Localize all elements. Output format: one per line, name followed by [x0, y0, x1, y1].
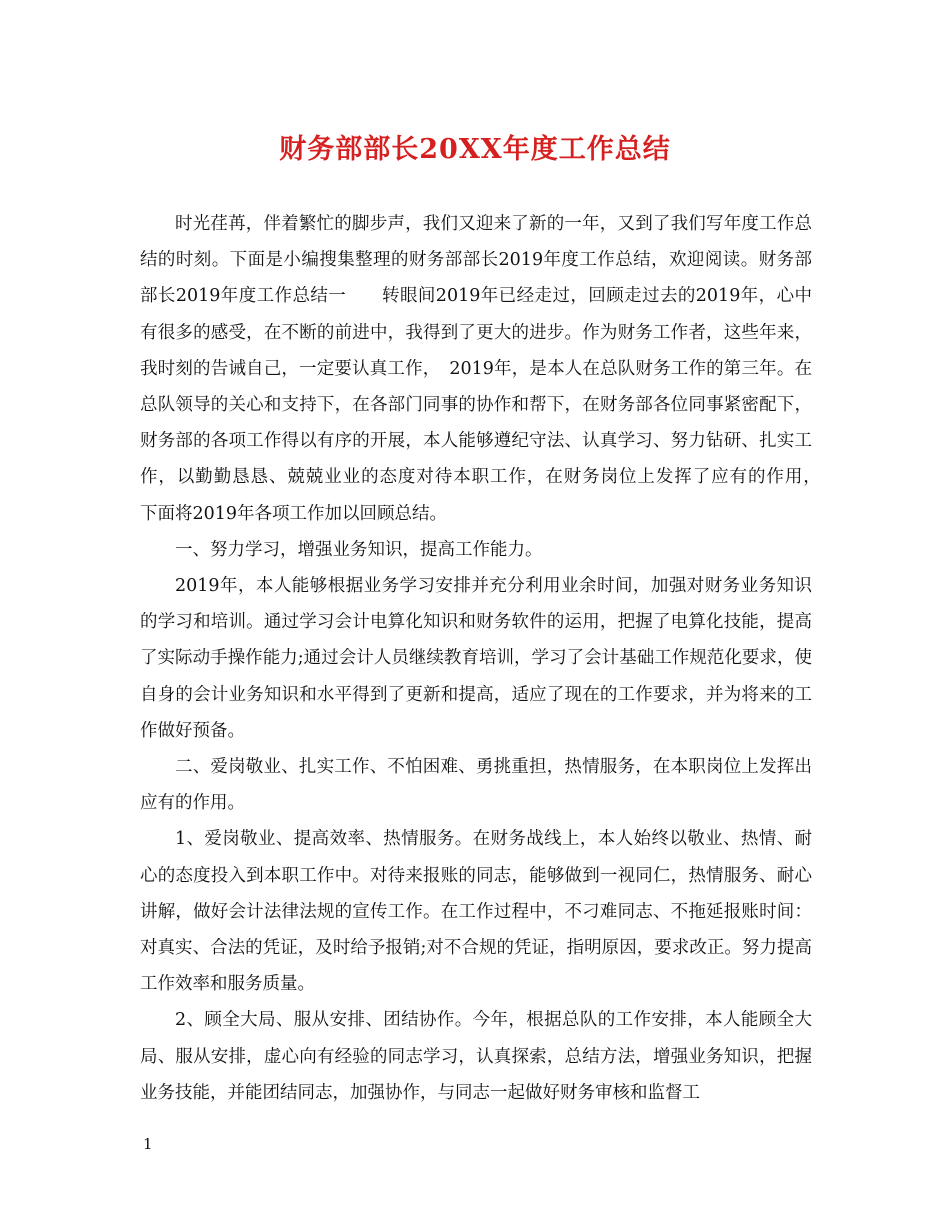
paragraph-intro: 时光荏苒，伴着繁忙的脚步声，我们又迎来了新的一年，又到了我们写年度工作总结的时刻。下面是小编搜集整理的财务部部长2019年度工作总结，欢迎阅读。财务部部长2019年度工作总结一 转眼间2019年已经走过，回顾走过去的2019年，心中有很多的感受，在不断的前进中，我得到了更大的进步。作为财务工作者，这些年来，我时刻的告诫自己，一定要认真工作， 2019年，是本人在总队财务工作的第三年。在总队领导的关心和支持下，在各部门同事的协作和帮下，在财务部各位同事紧密配下，财务部的各项工作得以有序的开展，本人能够遵纪守法、认真学习、努力钻研、扎实工作，以勤勤恳恳、兢兢业业的态度对待本职工作，在财务岗位上发挥了应有的作用， 下面将2019年各项工作加以回顾总结。 [140, 214, 830, 524]
document-title: 财务部部长20XX年度工作总结 [279, 134, 671, 165]
paragraph-item-2: 2、顾全大局、服从安排、团结协作。今年，根据总队的工作安排，本人能顾全大局、服从安排，虚心向有经验的同志学习，认真探索，总结方法，增强业务知识，把握业务技能，并能团结同志，加强协作，与同志一起做好财务审核和监督工 [140, 1010, 812, 1103]
document-body [140, 206, 830, 1111]
paragraph-heading-1: 一、努力学习，增强业务知识，提高工作能力。 [175, 539, 543, 560]
paragraph-learning: 2019年，本人能够根据业务学习安排并充分利用业余时间，加强对财务业务知识的学习和培训。通过学习会计电算化知识和财务软件的运用，把握了电算化技能，提高了实际动手操作能力;通过会计人员继续教育培训，学习了会计基础工作规范化要求，使自身的会计业务知识和水平得到了更新和提高，适应了现在的工作要求，并为将来的工作做好预备。 [140, 576, 812, 741]
page-number: 1 [143, 1135, 153, 1153]
paragraph-heading-2: 二、爱岗敬业、扎实工作、不怕困难、勇挑重担，热情服务，在本职岗位上发挥出应有的作用。 [140, 757, 812, 814]
paragraph-item-1: 1、爱岗敬业、提高效率、热情服务。在财务战线上，本人始终以敬业、热情、耐心的态度投入到本职工作中。对待来报账的同志，能够做到一视同仁，热情服务、耐心讲解，做好会计法律法规的宣传工作。在工作过程中，不刁难同志、不拖延报账时间：对真实、合法的凭证，及时给予报销;对不合规的凭证，指明原因，要求改正。努力提高工作效率和服务质量。 [140, 829, 812, 995]
